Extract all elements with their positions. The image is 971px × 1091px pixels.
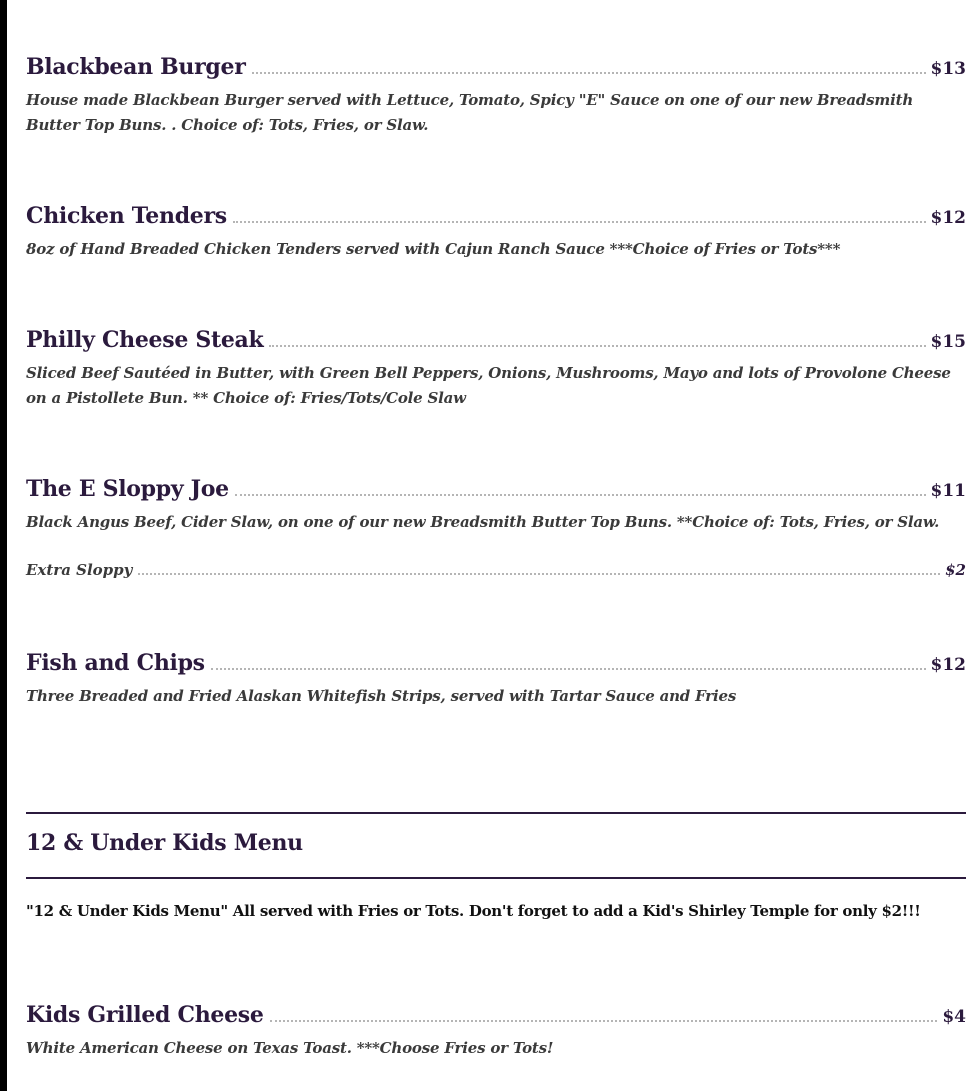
menu-item-addon [26,557,966,579]
menu-item-chicken-tenders [26,197,966,262]
menu-item-price: $15 [930,332,966,352]
addon-price: $2 [945,561,966,579]
menu-item-fish-and-chips [26,644,966,709]
menu-item-price: $11 [930,481,966,501]
menu-item-description: 8oz of Hand Breaded Chicken Tenders served with Cajun Ranch Sauce ***Choice of Fries or Tots*** [26,240,841,258]
dotted-leader [269,344,925,347]
dotted-leader [233,220,926,223]
menu-item-price: $4 [942,1007,966,1027]
menu-item-description: Black Angus Beef, Cider Slaw, on one of our new Breadsmith Butter Top Buns. **Choice of: Tots, Fries, or Slaw. [26,513,940,531]
dotted-leader [252,71,926,74]
menu-item-header [26,48,966,80]
menu-item-price: $13 [930,59,966,79]
menu-item-description: Three Breaded and Fried Alaskan Whitefish Strips, served with Tartar Sauce and Fries [26,687,737,705]
menu-item-description: White American Cheese on Texas Toast. ***Choose Fries or Tots! [26,1039,554,1057]
menu-item-header [26,644,966,676]
menu-item-price: $12 [930,655,966,675]
section-divider-top [26,812,966,814]
addon-name: Extra Sloppy [26,561,133,579]
section-divider-bottom [26,877,966,879]
section-note: "12 & Under Kids Menu" All served with Fries or Tots. Don't forget to add a Kid's Shirley Temple for only $2!!! [26,902,921,920]
dotted-leader [235,493,926,496]
menu-item-description: House made Blackbean Burger served with Lettuce, Tomato, Spicy "E" Sauce on one of our new Breadsmith Butter Top Buns. . Choice of: Tots, Fries, or Slaw. [26,91,914,134]
menu-item-name: Chicken Tenders [26,203,227,229]
menu-item-sloppy-joe [26,470,966,579]
menu-item-name: Philly Cheese Steak [26,327,264,353]
menu-item-header [26,996,966,1028]
left-edge-bar [0,0,7,1091]
menu-item-header [26,197,966,229]
menu-item-name: Blackbean Burger [26,54,246,80]
section-title: 12 & Under Kids Menu [26,830,303,856]
menu-item-name: Fish and Chips [26,650,205,676]
menu-item-name: The E Sloppy Joe [26,476,229,502]
menu-item-name: Kids Grilled Cheese [26,1002,264,1028]
dotted-leader [138,572,940,575]
menu-item-description: Sliced Beef Sautéed in Butter, with Green Bell Peppers, Onions, Mushrooms, Mayo and lots of Provolone Cheese on a Pistollete Bun. ** Choice of: Fries/Tots/Cole Slaw [26,364,951,407]
menu-item-kids-grilled-cheese [26,996,966,1061]
menu-item-header [26,321,966,353]
menu-item-blackbean-burger [26,48,966,138]
menu-item-header [26,470,966,502]
dotted-leader [211,667,926,670]
dotted-leader [270,1019,938,1022]
menu-item-philly-cheese-steak [26,321,966,411]
menu-item-price: $12 [930,208,966,228]
